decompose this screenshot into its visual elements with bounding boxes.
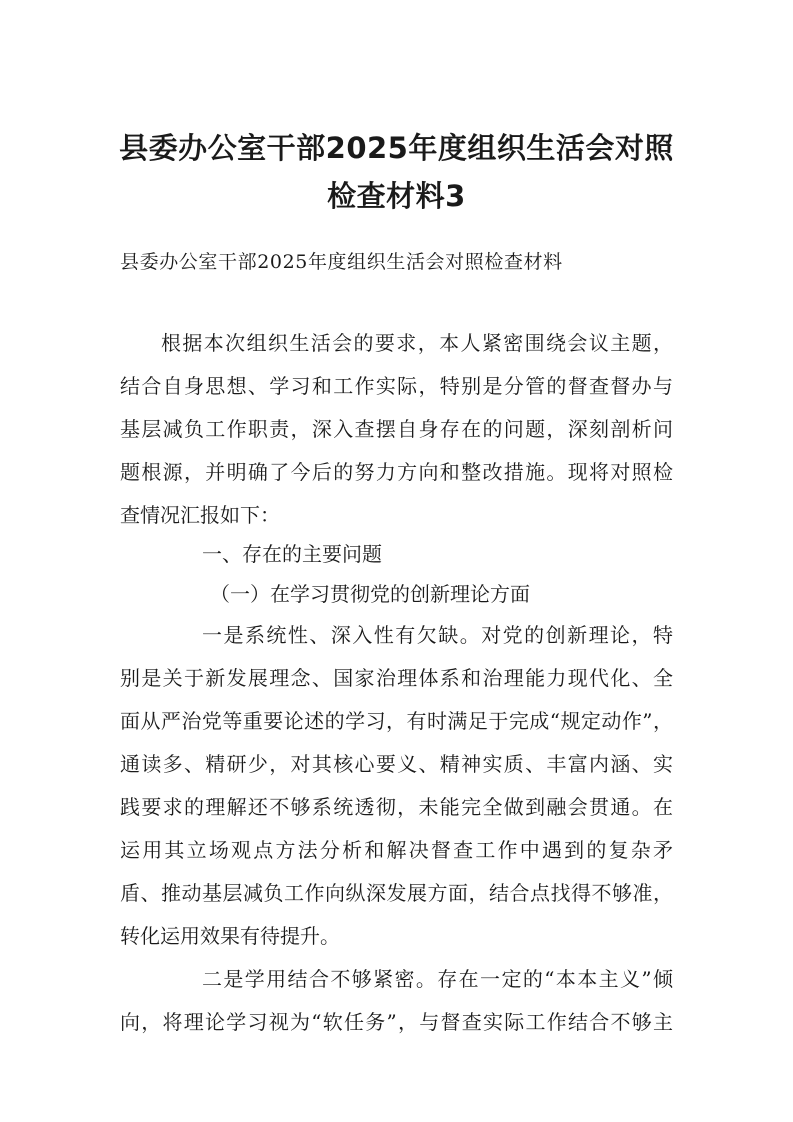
section-heading-2: （一）在学习贯彻党的创新理论方面 — [210, 582, 530, 606]
paragraph-2-line-3: 面从严治党等重要论述的学习，有时满足于完成“规定动作”， — [120, 709, 673, 733]
document-title-line-1: 县委办公室干部2025年度组织生活会对照 — [119, 131, 674, 165]
paragraph-1-line-3: 基层减负工作职责，深入查摆自身存在的问题，深刻剖析问 — [120, 417, 673, 441]
paragraph-2-line-7: 盾、推动基层减负工作向纵深发展方面，结合点找得不够准， — [120, 881, 673, 905]
paragraph-2-line-6: 运用其立场观点方法分析和解决督查工作中遇到的复杂矛 — [120, 838, 673, 862]
document-subtitle: 县委办公室干部2025年度组织生活会对照检查材料 — [120, 251, 563, 273]
paragraph-1-line-4: 题根源，并明确了今后的努力方向和整改措施。现将对照检 — [120, 460, 673, 484]
paragraph-2-line-8: 转化运用效果有待提升。 — [120, 924, 340, 948]
paragraph-1-line-1: 根据本次组织生活会的要求，本人紧密围绕会议主题， — [161, 331, 673, 355]
paragraph-1-line-2: 结合自身思想、学习和工作实际，特别是分管的督查督办与 — [120, 374, 673, 398]
paragraph-2-line-5: 践要求的理解还不够系统透彻，未能完全做到融会贯通。在 — [120, 795, 673, 819]
section-heading-1: 一、存在的主要问题 — [202, 542, 382, 566]
paragraph-1-line-5: 查情况汇报如下： — [120, 503, 280, 527]
paragraph-2-line-2: 别是关于新发展理念、国家治理体系和治理能力现代化、全 — [120, 666, 673, 690]
paragraph-2-line-4: 通读多、精研少，对其核心要义、精神实质、丰富内涵、实 — [120, 752, 673, 776]
paragraph-3-line-2: 向，将理论学习视为“软任务”，与督查实际工作结合不够主 — [120, 1010, 673, 1034]
document-title-line-2: 检查材料3 — [327, 179, 466, 213]
paragraph-3-line-1: 二是学用结合不够紧密。存在一定的“本本主义”倾 — [202, 967, 673, 991]
paragraph-2-line-1: 一是系统性、深入性有欠缺。对党的创新理论，特 — [202, 623, 673, 647]
